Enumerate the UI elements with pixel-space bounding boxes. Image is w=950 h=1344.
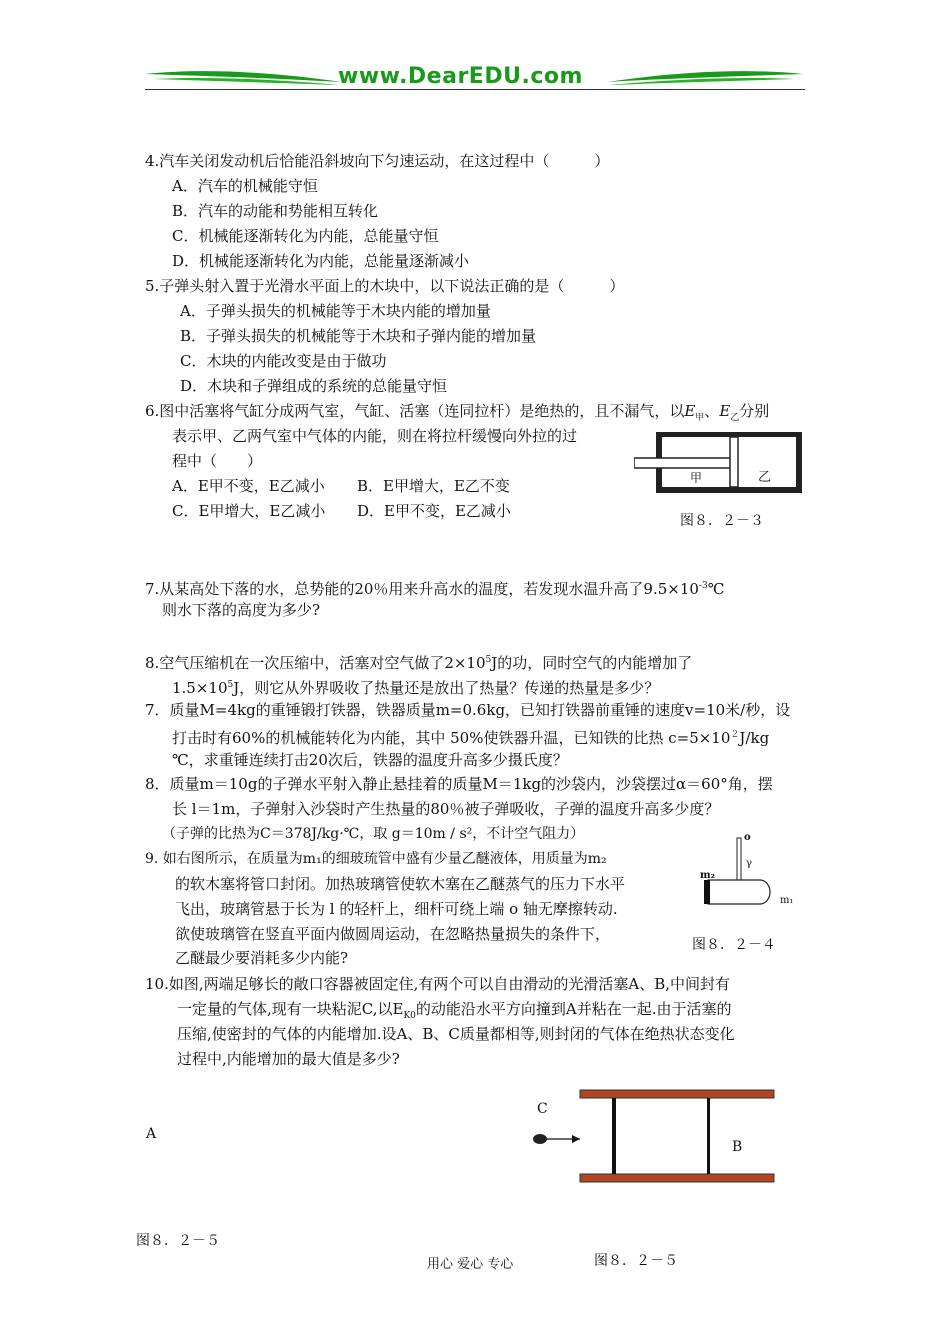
q6-line2: 表示甲、乙两气室中气体的内能，则在将拉杆缓慢向外拉的过 — [172, 427, 578, 445]
q6-s1: 甲 — [695, 413, 705, 423]
header-site-name: www.DearEDU.com — [338, 64, 583, 89]
container-figure — [528, 1086, 778, 1186]
q6-e2: E — [719, 402, 731, 420]
q4-stem: 4.汽车关闭发动机后恰能沿斜坡向下匀速运动，在这过程中（ ） — [145, 152, 610, 170]
q8a-line2-end: J，则它从外界吸收了热量还是放出了热量？传递的热量是多少？ — [233, 679, 660, 697]
q4-option-b: B．汽车的动能和势能相互转化 — [172, 202, 379, 220]
footer-motto: 用心 爱心 专心 — [427, 1257, 514, 1272]
q6-mid: 、 — [704, 402, 720, 420]
fig-8-2-4-caption: 图８．２－４ — [692, 937, 776, 953]
q7b-sup: ２ — [730, 730, 740, 740]
fig-8-2-5-caption-right: 图８．２－５ — [594, 1253, 678, 1269]
q6-line1 — [145, 402, 769, 427]
q10-line3: 压缩,使密封的气体的内能增加.设A、B、C质量都相等,则封闭的气体在绝热状态变化 — [177, 1025, 735, 1043]
q8b-line1: 8．质量m＝10g的子弹水平射入静止悬挂着的质量M＝1kg的沙袋内，沙袋摆过α＝60°角，摆 — [145, 775, 773, 793]
q9-line1: 9. 如右图所示，在质量为m₁的细玻琉管中盛有少量乙醚液体，用质量为m₂ — [145, 851, 607, 867]
q9-line5: 乙醚最少要消耗多少内能? — [175, 949, 349, 967]
q10-line4: 过程中,内能增加的最大值是多少? — [177, 1050, 400, 1068]
q6-option-d: D．E甲不变，E乙减小 — [357, 502, 511, 520]
q6-option-b: B．E甲增大，E乙不变 — [357, 477, 510, 495]
q5-option-a: A．子弹头损失的机械能等于木块内能的增加量 — [180, 302, 491, 320]
tube-fig-m1-label: m₁ — [780, 895, 794, 906]
q10-line1: 10.如图,两端足够长的敞口容器被固定住,有两个可以自由滑动的光滑活塞A、B,中间封有 — [145, 975, 731, 993]
q7a-line1-text: 7.从某高处下落的水，总势能的20％用来升高水的温度，若发现水温升高了9.5×10 — [145, 580, 699, 598]
q8a-sup1: 5 — [485, 655, 492, 665]
q6-line3: 程中（ ） — [172, 452, 263, 470]
q6-option-a: A．E甲不变，E乙减小 — [172, 477, 325, 495]
q10-sub: K0 — [403, 1011, 416, 1021]
q9-line2: 的软木塞将管口封闭。加热玻璃管使软木塞在乙醚蒸气的压力下水平 — [175, 875, 626, 893]
q8a-line2 — [172, 676, 659, 697]
q8a-line1 — [145, 651, 692, 672]
q5-stem: 5.子弹头射入置于光滑水平面上的木块中，以下说法正确的是（ ） — [145, 277, 625, 295]
q7b-line3: ℃，求重锤连续打击20次后，铁器的温度升高多少摄氏度？ — [172, 751, 568, 769]
container-label-c: C — [537, 1101, 548, 1117]
cylinder-label-yi: 乙 — [758, 470, 772, 485]
q5-option-d: D．木块和子弹组成的系统的总能量守恒 — [180, 377, 448, 395]
q4-option-a: A．汽车的机械能守恒 — [172, 177, 318, 195]
q7a-sup: -3 — [698, 581, 708, 591]
q8b-line3: （子弹的比热为C＝378J/kg·℃，取 g＝10m / s²，不计空气阻力） — [162, 826, 585, 842]
q8a-line1-end: J的功，同时空气的内能增加了 — [491, 654, 693, 672]
q8a-sup2: 5 — [227, 680, 234, 690]
header-swoosh-right — [605, 66, 805, 88]
header-rule — [145, 89, 805, 90]
q10-line2 — [177, 1000, 732, 1025]
q6-line1-end: 分别 — [739, 402, 770, 420]
q6-s2: 乙 — [730, 413, 740, 423]
fig-8-2-3-caption: 图８．２－３ — [680, 513, 764, 529]
q10-line2-end: 的动能沿水平方向撞到A并粘在一起.由于活塞的 — [415, 1000, 732, 1018]
q8a-line1-text: 8.空气压缩机在一次压缩中，活塞对空气做了2×10 — [145, 654, 486, 672]
q8a-line2-text: 1.5×10 — [172, 679, 228, 697]
q7a-line2: 则水下落的高度为多少? — [162, 601, 321, 619]
q5-option-c: C．木块的内能改变是由于做功 — [180, 352, 387, 370]
fig-8-2-5-caption-left: 图８．２－５ — [136, 1233, 220, 1249]
cylinder-figure — [634, 432, 804, 502]
q10-line2-text: 一定量的气体,现有一块粘泥C,以E — [177, 1000, 404, 1018]
q9-line4: 欲使玻璃管在竖直平面内做圆周运动，在忽略热量损失的条件下， — [175, 925, 611, 943]
q7a-line1 — [145, 577, 724, 598]
tube-fig-l-label: γ — [746, 858, 752, 869]
tube-fig-m2-label: m₂ — [700, 870, 715, 881]
q4-option-d: D．机械能逐渐转化为内能，总能量逐渐减小 — [172, 252, 470, 270]
q9-line3: 飞出，玻璃管悬于长为 l 的轻杆上，细杆可绕上端 o 轴无摩擦转动. — [175, 900, 618, 918]
q6-e1: E — [684, 402, 696, 420]
container-label-a: A — [146, 1126, 157, 1142]
cylinder-label-jia: 甲 — [690, 471, 703, 485]
q6-line1-text: 6.图中活塞将气缸分成两气室，气缸、活塞（连同拉杆）是绝热的，且不漏气，以 — [145, 402, 685, 420]
tube-fig-o-label: o — [744, 832, 751, 843]
q7b-line1: 7．质量M=4kg的重锤锻打铁器，铁器质量m=0.6kg，已知打铁器前重锤的速度v=10米/秒，设 — [145, 701, 791, 719]
q4-option-c: C．机械能逐渐转化为内能，总能量守恒 — [172, 227, 439, 245]
q7a-line1-end: ℃ — [707, 580, 725, 598]
q5-option-b: B．子弹头损失的机械能等于木块和子弹内能的增加量 — [180, 327, 537, 345]
q6-option-c: C．E甲增大，E乙减小 — [172, 502, 326, 520]
q7b-line2-end: J/kg — [739, 729, 770, 747]
q7b-line2-text: 打击时有60%的机械能转化为内能，其中 50%使铁器升温，已知铁的比热 c=5×10 — [172, 729, 731, 747]
q8b-line2: 长 l＝1m，子弹射入沙袋时产生热量的80％被子弹吸收，子弹的温度升高多少度？ — [172, 800, 720, 818]
tube-figure — [700, 836, 810, 916]
header-swoosh-left — [143, 66, 343, 88]
container-label-b: B — [732, 1139, 743, 1155]
q7b-line2 — [172, 726, 769, 747]
